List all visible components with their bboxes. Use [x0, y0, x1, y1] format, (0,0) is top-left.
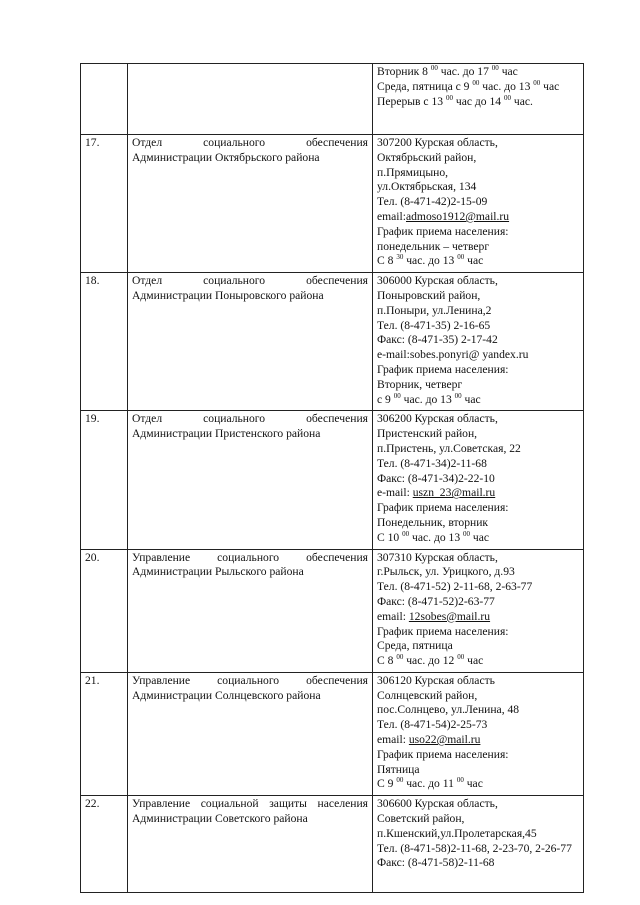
table-row	[81, 135, 584, 273]
line-text: Солнцевский район,	[377, 688, 478, 702]
contact-line	[377, 689, 579, 704]
contact-line	[377, 180, 579, 195]
line-text: час	[461, 392, 481, 406]
line-text: Тел. (8-471-54)2-25-73	[377, 718, 488, 732]
contact-line	[377, 304, 579, 319]
line-text: п.Прямицыно,	[377, 165, 449, 179]
contact-line	[377, 80, 579, 95]
line-text: Понедельник, вторник	[377, 515, 489, 529]
line-text: 306200 Курская область,	[377, 412, 498, 426]
line-text: email:	[377, 609, 409, 623]
contact-line	[377, 166, 579, 181]
time-minutes: 00	[456, 776, 464, 785]
row-number: 21.	[81, 672, 128, 795]
contact-line	[377, 516, 579, 531]
offices-table	[80, 63, 584, 893]
line-text: час. до 12	[403, 654, 458, 668]
contact-line	[377, 348, 579, 363]
line-text: Перерыв с 13	[377, 94, 446, 108]
contact-line	[377, 472, 579, 487]
line-text: Тел. (8-471-35) 2-16-65	[377, 318, 491, 332]
line-text: г.Рыльск, ул. Урицкого, д.93	[377, 565, 515, 579]
office-name	[128, 64, 373, 135]
contact-line	[377, 195, 579, 210]
contact-line	[377, 551, 579, 566]
contact-line	[377, 531, 579, 546]
contact-info	[373, 135, 584, 273]
email-link[interactable]: 12sobes@mail.ru	[408, 609, 491, 623]
time-minutes: 00	[472, 78, 480, 87]
line-text: email:	[377, 733, 409, 747]
contact-line	[377, 442, 579, 457]
office-name: Управление социального обеспечения Администрации Рыльского района	[128, 549, 373, 672]
office-name: Управление социального обеспечения Администрации Солнцевского района	[128, 672, 373, 795]
contact-info	[373, 411, 584, 549]
time-minutes: 00	[430, 64, 438, 72]
line-text: График приема населения:	[377, 501, 509, 515]
line-text: Поныровский район,	[377, 288, 481, 302]
contact-line	[377, 654, 579, 669]
contact-line	[377, 610, 579, 625]
office-name: Отдел социального обеспечения Администрации Поныровского района	[128, 273, 373, 411]
line-text: час	[470, 530, 490, 544]
line-text: e-mail:	[377, 486, 413, 500]
email-link[interactable]: uszn_23@mail.ru	[412, 486, 496, 500]
row-number: 18.	[81, 273, 128, 411]
line-text: Среда, пятница с 9	[377, 79, 473, 93]
time-minutes: 30	[396, 253, 404, 262]
contact-line	[377, 718, 579, 733]
line-text: Факс: (8-471-35) 2-17-42	[377, 333, 498, 347]
table-row	[81, 672, 584, 795]
line-text: Октябрьский район,	[377, 150, 477, 164]
line-text: График приема населения:	[377, 747, 509, 761]
time-minutes: 00	[463, 529, 471, 538]
contact-line	[377, 254, 579, 269]
contact-line	[377, 856, 579, 871]
email-link[interactable]: uso22@mail.ru	[408, 733, 481, 747]
line-text: Факс: (8-471-58)2-11-68	[377, 856, 495, 870]
contact-line	[377, 580, 579, 595]
contact-line	[377, 501, 579, 516]
line-text: понедельник – четверг	[377, 239, 490, 253]
contact-line	[377, 703, 579, 718]
contact-line	[377, 427, 579, 442]
row-number: 22.	[81, 796, 128, 893]
line-text: п.Пристень, ул.Советская, 22	[377, 441, 521, 455]
table-row	[81, 411, 584, 549]
contact-info	[373, 796, 584, 893]
line-text: п.Кшенский,ул.Пролетарская,45	[377, 826, 537, 840]
line-text: Вторник, четверг	[377, 377, 463, 391]
line-text: 306120 Курская область	[377, 673, 495, 687]
table-row	[81, 273, 584, 411]
line-text: Тел. (8-471-42)2-15-09	[377, 195, 488, 209]
line-text: пос.Солнцево, ул.Ленина, 48	[377, 703, 520, 717]
contact-line	[377, 763, 579, 778]
line-text: Тел. (8-471-58)2-11-68, 2-23-70, 2-26-77	[377, 841, 572, 855]
line-text: час	[498, 65, 518, 78]
time-minutes: 00	[457, 653, 465, 662]
line-text: Вторник 8	[377, 65, 431, 78]
line-text: 307200 Курская область,	[377, 136, 498, 149]
line-text: Тел. (8-471-34)2-11-68	[377, 456, 487, 470]
contact-line	[377, 210, 579, 225]
line-text: Среда, пятница	[377, 639, 453, 653]
line-text: Пристенский район,	[377, 427, 478, 441]
row-number	[81, 64, 128, 135]
line-text: ул.Октябрьская, 134	[377, 180, 477, 194]
contact-line	[377, 733, 579, 748]
contact-info	[373, 273, 584, 411]
line-text: С 8	[377, 254, 397, 268]
line-text: час.	[510, 94, 533, 108]
line-text: График приема населения:	[377, 362, 509, 376]
contact-line	[377, 151, 579, 166]
contact-line	[377, 289, 579, 304]
email-link[interactable]: admoso1912@mail.ru	[405, 209, 510, 223]
line-text: Советский район,	[377, 812, 465, 826]
line-text: Факс: (8-471-52)2-63-77	[377, 594, 495, 608]
contact-line	[377, 457, 579, 472]
line-text: час	[464, 254, 484, 268]
contact-line	[377, 842, 579, 857]
contact-line	[377, 812, 579, 827]
time-minutes: 00	[533, 78, 541, 87]
office-name: Отдел социального обеспечения Администрации Октябрьского района	[128, 135, 373, 273]
time-minutes: 00	[454, 391, 462, 400]
contact-line	[377, 674, 579, 689]
table-row	[81, 796, 584, 893]
contact-line	[377, 412, 579, 427]
contact-line	[377, 797, 579, 812]
line-text: График приема населения:	[377, 224, 509, 238]
line-text: с 9	[377, 392, 394, 406]
contact-line	[377, 333, 579, 348]
time-minutes: 00	[491, 64, 499, 72]
contact-line	[377, 378, 579, 393]
time-minutes: 00	[503, 93, 511, 102]
line-text: e-mail:sobes.ponyri@ yandex.ru	[377, 348, 529, 362]
contact-line	[377, 486, 579, 501]
row-number: 20.	[81, 549, 128, 672]
row-number: 17.	[81, 135, 128, 273]
contact-line	[377, 393, 579, 408]
line-text: 306000 Курская область,	[377, 274, 498, 288]
line-text: час	[463, 777, 483, 791]
line-text: час. до 13	[403, 254, 458, 268]
time-minutes: 00	[402, 529, 410, 538]
contact-line	[377, 777, 579, 792]
contact-line	[377, 240, 579, 255]
time-minutes: 00	[457, 253, 465, 262]
contact-line	[377, 95, 579, 110]
line-text: п.Поныри, ул.Ленина,2	[377, 303, 492, 317]
line-text: Факс: (8-471-34)2-22-10	[377, 471, 495, 485]
line-text: час до 14	[452, 94, 504, 108]
line-text: час. до 17	[437, 65, 492, 78]
row-number: 19.	[81, 411, 128, 549]
contact-line	[377, 827, 579, 842]
line-text: Пятница	[377, 762, 420, 776]
contact-line	[377, 319, 579, 334]
line-text: час. до 13	[409, 530, 464, 544]
contact-line	[377, 136, 579, 151]
contact-line	[377, 274, 579, 289]
line-text: Тел. (8-471-52) 2-11-68, 2-63-77	[377, 580, 533, 594]
contact-line	[377, 363, 579, 378]
office-name: Управление социальной защиты населения Администрации Советского района	[128, 796, 373, 893]
line-text: С 10	[377, 530, 403, 544]
contact-line	[377, 748, 579, 763]
table-body	[81, 64, 584, 893]
line-text: 306600 Курская область,	[377, 797, 498, 811]
contact-info	[373, 672, 584, 795]
time-minutes: 00	[396, 653, 404, 662]
line-text: С 9	[377, 777, 397, 791]
time-minutes: 00	[396, 776, 404, 785]
contact-info	[373, 549, 584, 672]
line-text: С 8	[377, 654, 397, 668]
time-minutes: 00	[445, 93, 453, 102]
line-text: час. до 13	[400, 392, 455, 406]
time-minutes: 00	[393, 391, 401, 400]
contact-line	[377, 225, 579, 240]
table-row	[81, 549, 584, 672]
line-text: 307310 Курская область,	[377, 550, 498, 564]
contact-line	[377, 639, 579, 654]
contact-line	[377, 625, 579, 640]
contact-line	[377, 595, 579, 610]
contact-line	[377, 65, 579, 80]
line-text: час. до 11	[403, 777, 457, 791]
line-text: час	[540, 79, 560, 93]
line-text: График приема населения:	[377, 624, 509, 638]
line-text: час	[464, 654, 484, 668]
contact-info	[373, 64, 584, 135]
table-row	[81, 64, 584, 135]
line-text: email:	[377, 209, 406, 223]
line-text: час. до 13	[479, 79, 534, 93]
office-name: Отдел социального обеспечения Администрации Пристенского района	[128, 411, 373, 549]
contact-line	[377, 565, 579, 580]
